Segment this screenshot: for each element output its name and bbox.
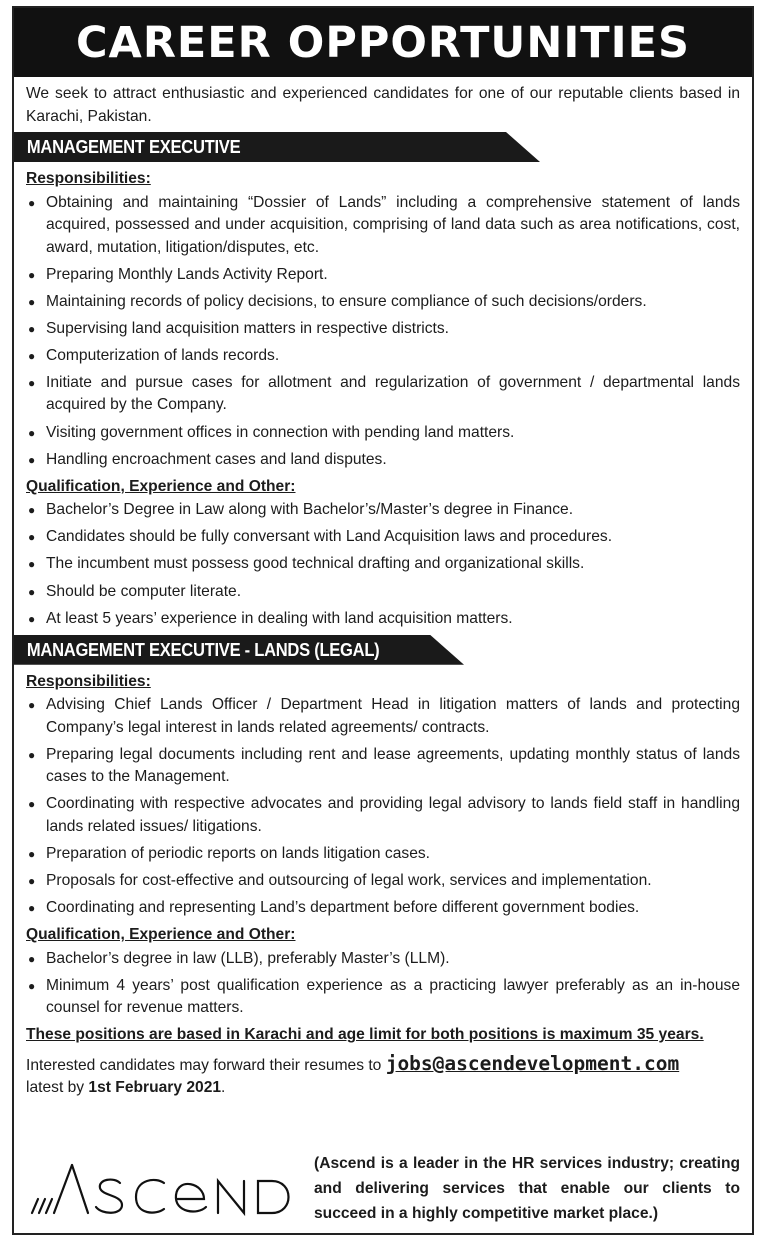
list-item: ● Computerization of lands records.	[26, 345, 740, 368]
list-item: ● Visiting government offices in connection with pending land matters.	[26, 422, 740, 445]
responsibilities-label: Responsibilities:	[26, 170, 151, 187]
advertisement-frame	[12, 6, 754, 1235]
list-item: ● Bachelor’s degree in law (LLB), preferably Master’s (LLM).	[26, 948, 740, 971]
apply-text: Interested candidates may forward their resumes to	[26, 1056, 382, 1074]
location-age-notice: These positions are based in Karachi and age limit for both positions is maximum 35 years.	[26, 1026, 704, 1044]
list-item: ● Advising Chief Lands Officer / Department Head in litigation matters of lands and protecting Company’s legal interest in lands related agreements/ contracts.	[26, 694, 740, 739]
list-item: ● Preparing Monthly Lands Activity Report.	[26, 264, 740, 287]
list-item: ● Supervising land acquisition matters in respective districts.	[26, 318, 740, 341]
list-item: ● Coordinating and representing Land’s department before different government bodies.	[26, 897, 740, 920]
responsibilities-list	[26, 192, 740, 472]
list-item: ● Bachelor’s Degree in Law along with Bachelor’s/Master’s degree in Finance.	[26, 499, 740, 522]
deadline-period: .	[221, 1079, 226, 1097]
list-item: ● Candidates should be fully conversant with Land Acquisition laws and procedures.	[26, 526, 740, 549]
intro-paragraph: We seek to attract enthusiastic and experienced candidates for one of our reputable clients based in Karachi, Pakistan.	[26, 85, 740, 125]
apply-instructions	[26, 1053, 740, 1100]
list-item: ● Proposals for cost-effective and outsourcing of legal work, services and implementation.	[26, 870, 740, 893]
company-tagline: (Ascend is a leader in the HR services industry; creating and delivering services that enable our clients to succeed in a highly competitive market place.)	[314, 1155, 740, 1222]
section-title: MANAGEMENT EXECUTIVE - LANDS (LEGAL)	[26, 639, 380, 660]
ascend-logo	[28, 1157, 298, 1219]
list-item: ● Should be computer literate.	[26, 581, 740, 604]
responsibilities-list	[26, 694, 740, 919]
list-item: ● At least 5 years’ experience in dealing with land acquisition matters.	[26, 608, 740, 631]
list-item: ● Maintaining records of policy decisions, to ensure compliance of such decisions/orders.	[26, 291, 740, 314]
list-item: ● Minimum 4 years’ post qualification experience as a practicing lawyer preferably as an in-house counsel for revenue matters.	[26, 975, 740, 1020]
email-link[interactable]: jobs@ascendevelopment.com	[385, 1051, 680, 1075]
list-item: ● The incumbent must possess good technical drafting and organizational skills.	[26, 553, 740, 576]
qualification-label: Qualification, Experience and Other:	[26, 926, 296, 944]
section-heading-lands-legal	[14, 635, 740, 665]
latest-by-text: latest by	[26, 1079, 85, 1097]
list-item: ● Preparing legal documents including rent and lease agreements, updating monthly status of lands cases to the Management.	[26, 744, 740, 789]
qualifications-list	[26, 499, 740, 630]
responsibilities-label: Responsibilities:	[26, 672, 151, 690]
list-item: ● Obtaining and maintaining “Dossier of Lands” including a comprehensive statement of lands acquired, possessed and under acquisition, comprising of land data such as area notifications, cost, award, mutation, litigation/disputes, etc.	[26, 192, 740, 260]
list-item: ● Preparation of periodic reports on lands litigation cases.	[26, 843, 740, 866]
footer	[14, 1143, 752, 1233]
deadline-date: 1st February 2021	[88, 1079, 222, 1097]
list-item: ● Coordinating with respective advocates and providing legal advisory to lands field staff in handling lands related issues/ litigations.	[26, 793, 740, 838]
qualifications-list	[26, 948, 740, 1020]
qualification-label: Qualification, Experience and Other:	[26, 477, 296, 495]
page-title: CAREER OPPORTUNITIES	[14, 8, 752, 77]
list-item: ● Handling encroachment cases and land disputes.	[26, 449, 740, 472]
section-heading-management-executive	[14, 132, 740, 162]
list-item: ● Initiate and pursue cases for allotment and regularization of government / departmental lands acquired by the Company.	[26, 372, 740, 417]
ad-content	[26, 83, 740, 1100]
section-title: MANAGEMENT EXECUTIVE	[26, 137, 241, 157]
